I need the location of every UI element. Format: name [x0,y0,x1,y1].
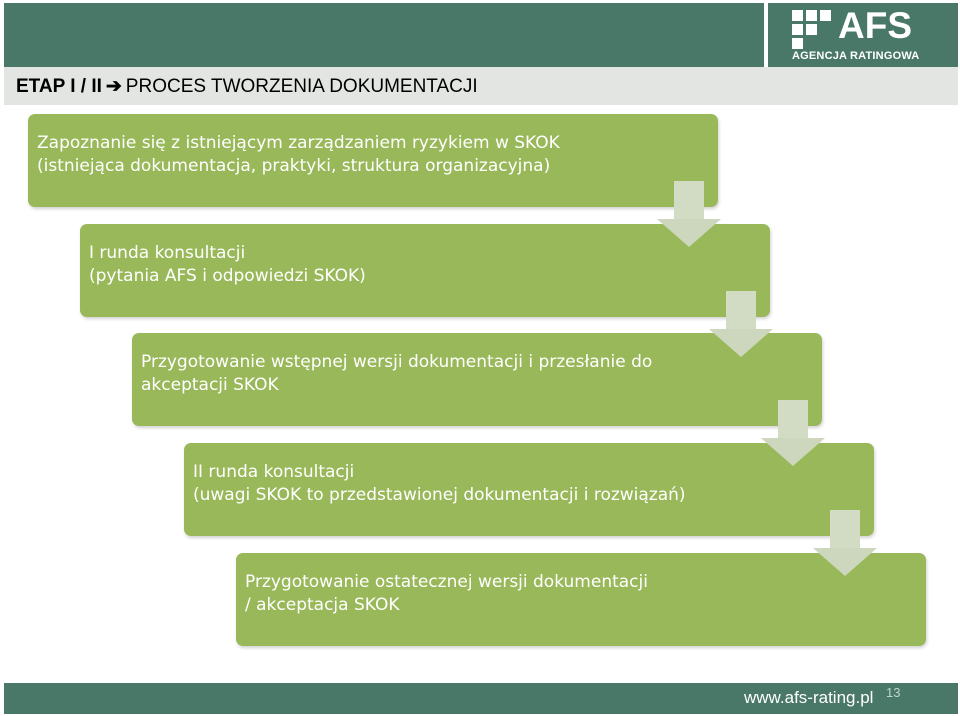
down-arrow-icon [709,291,773,357]
step-2-line-2: (pytania AFS i odpowiedzi SKOK) [89,266,366,286]
title-main: PROCES TWORZENIA DOKUMENTACJI [125,76,478,97]
step-3-line-2: akceptacji SKOK [141,375,279,395]
step-4-line-2: (uwagi SKOK to przedstawionej dokumentacji i rozwiązań) [193,485,686,505]
afs-logo [768,3,958,67]
step-3-line-1: Przygotowanie wstępnej wersji dokumentacji i przesłanie do [141,352,653,372]
step-1-line-2: (istniejąca dokumentacja, praktyki, struktura organizacyjna) [37,156,551,176]
slide-title [16,76,478,98]
process-step-1 [28,114,718,207]
title-stage: ETAP I / II [16,76,102,97]
step-1-line-1: Zapoznanie się z istniejącym zarządzaniem ryzykiem w SKOK [37,133,560,153]
logo-subtitle: AGENCJA RATINGOWA [792,50,920,62]
step-2-line-1: I runda konsultacji [89,243,246,263]
down-arrow-icon [761,400,825,466]
footer-url: www.afs-rating.pl [744,688,874,707]
down-arrow-icon [813,510,877,576]
logo-grid-icon [792,10,832,50]
page-number: 13 [886,685,901,700]
logo-name: AFS [838,5,912,46]
step-4-line-1: II runda konsultacji [193,462,355,482]
header-band [4,3,764,67]
step-5-line-1: Przygotowanie ostatecznej wersji dokumentacji [245,572,648,592]
down-arrow-icon [657,181,721,247]
right-arrow-icon: ➔ [105,76,122,97]
step-5-line-2: / akceptacja SKOK [245,595,400,615]
footer-band [4,683,958,714]
title-band [4,67,958,105]
